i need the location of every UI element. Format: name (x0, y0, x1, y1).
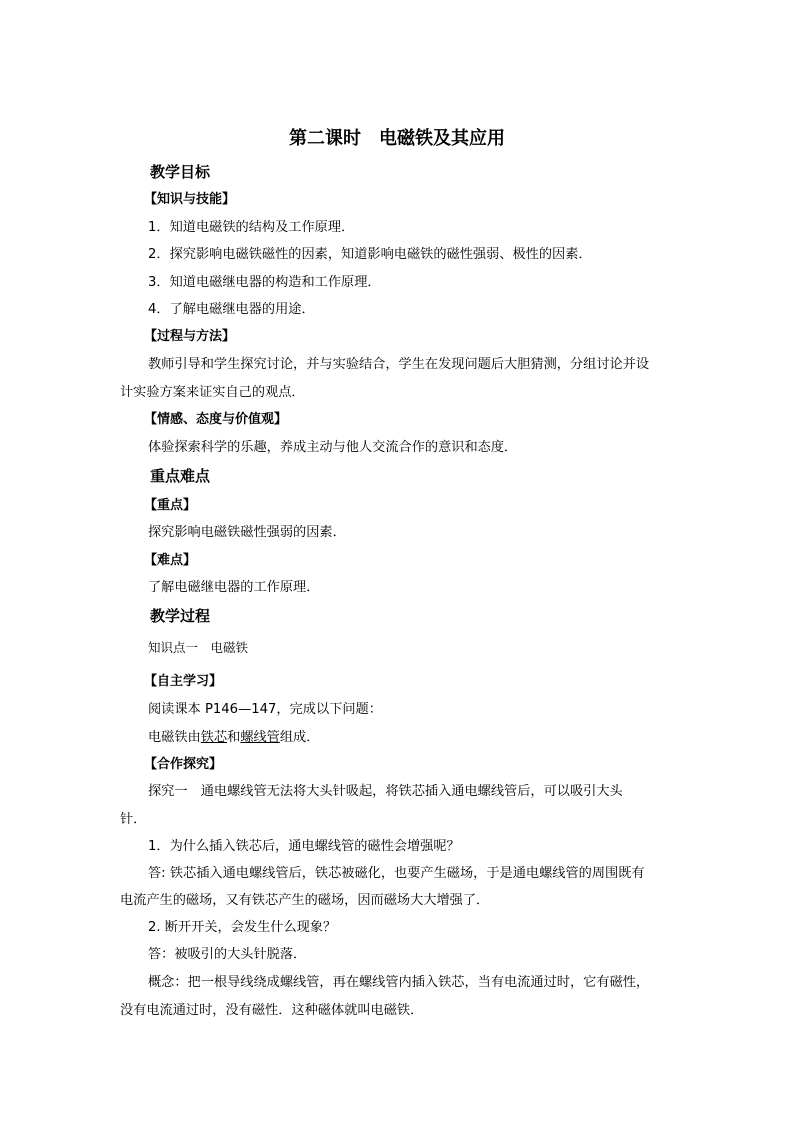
explore-one-line2: 针． (120, 812, 147, 827)
goal-item-3: 3．知道电磁继电器的构造和工作原理． (148, 275, 381, 290)
concept-line2: 没有电流通过时，没有磁性．这种磁体就叫电磁铁． (120, 1003, 424, 1018)
explore-one-line1: 探究一 通电螺线管无法将大头针吸起，将铁芯插入通电螺线管后，可以吸引大头 (148, 784, 623, 799)
process-text-line1: 教师引导和学生探究讨论，并与实验结合，学生在发现问题后大胆猜测，分组讨论并设 (148, 357, 650, 372)
composition-suffix: 组成． (279, 730, 320, 745)
label-knowledge-skills: 【知识与技能】 (144, 192, 236, 207)
key-point-text: 探究影响电磁铁磁性强弱的因素． (148, 525, 346, 540)
question-1: 1．为什么插入铁芯后，通电螺线管的磁性会增强呢？ (148, 839, 460, 854)
question-2: 2. 断开开关，会发生什么现象？ (148, 920, 337, 935)
heading-teaching-process: 教学过程 (150, 607, 211, 625)
composition-and: 和 (227, 730, 241, 745)
label-emotion-values: 【情感、态度与价值观】 (144, 412, 288, 427)
knowledge-point-title: 知识点一 电磁铁 (148, 640, 249, 655)
blank-answer-solenoid: 螺线管 (240, 730, 280, 745)
reading-instruction: 阅读课本 P146—147，完成以下问题： (148, 702, 382, 717)
label-cooperative-inquiry: 【合作探究】 (144, 757, 223, 772)
heading-teaching-goals: 教学目标 (150, 163, 211, 181)
composition-prefix: 电磁铁由 (148, 730, 201, 745)
goal-item-2: 2．探究影响电磁铁磁性的因素，知道影响电磁铁的磁性强弱、极性的因素． (148, 247, 592, 262)
label-difficulty: 【难点】 (144, 553, 197, 568)
difficulty-text: 了解电磁继电器的工作原理． (148, 580, 320, 595)
page-title: 第二课时 电磁铁及其应用 (289, 128, 505, 149)
label-key-point: 【重点】 (144, 498, 197, 513)
answer-2: 答：被吸引的大头针脱落． (148, 947, 307, 962)
blank-answer-iron-core: 铁芯 (200, 730, 228, 745)
emotion-text: 体验探索科学的乐趣，养成主动与他人交流合作的意识和态度． (148, 440, 518, 455)
composition-sentence (148, 728, 708, 748)
concept-line1: 概念：把一根导线绕成螺线管，再在螺线管内插入铁芯，当有电流通过时，它有磁性， (148, 975, 650, 990)
goal-item-4: 4．了解电磁继电器的用途． (148, 302, 315, 317)
label-self-study: 【自主学习】 (144, 674, 223, 689)
process-text-line2: 计实验方案来证实自己的观点． (120, 385, 305, 400)
answer-1-line1: 答: 铁芯插入通电螺线管后，铁芯被磁化，也要产生磁场，于是通电螺线管的周围既有 (148, 866, 645, 881)
goal-item-1: 1．知道电磁铁的结构及工作原理． (148, 220, 355, 235)
label-process-methods: 【过程与方法】 (144, 329, 236, 344)
answer-1-line2: 电流产生的磁场，又有铁芯产生的磁场，因而磁场大大增强了． (120, 893, 490, 908)
heading-key-difficulties: 重点难点 (150, 467, 211, 485)
